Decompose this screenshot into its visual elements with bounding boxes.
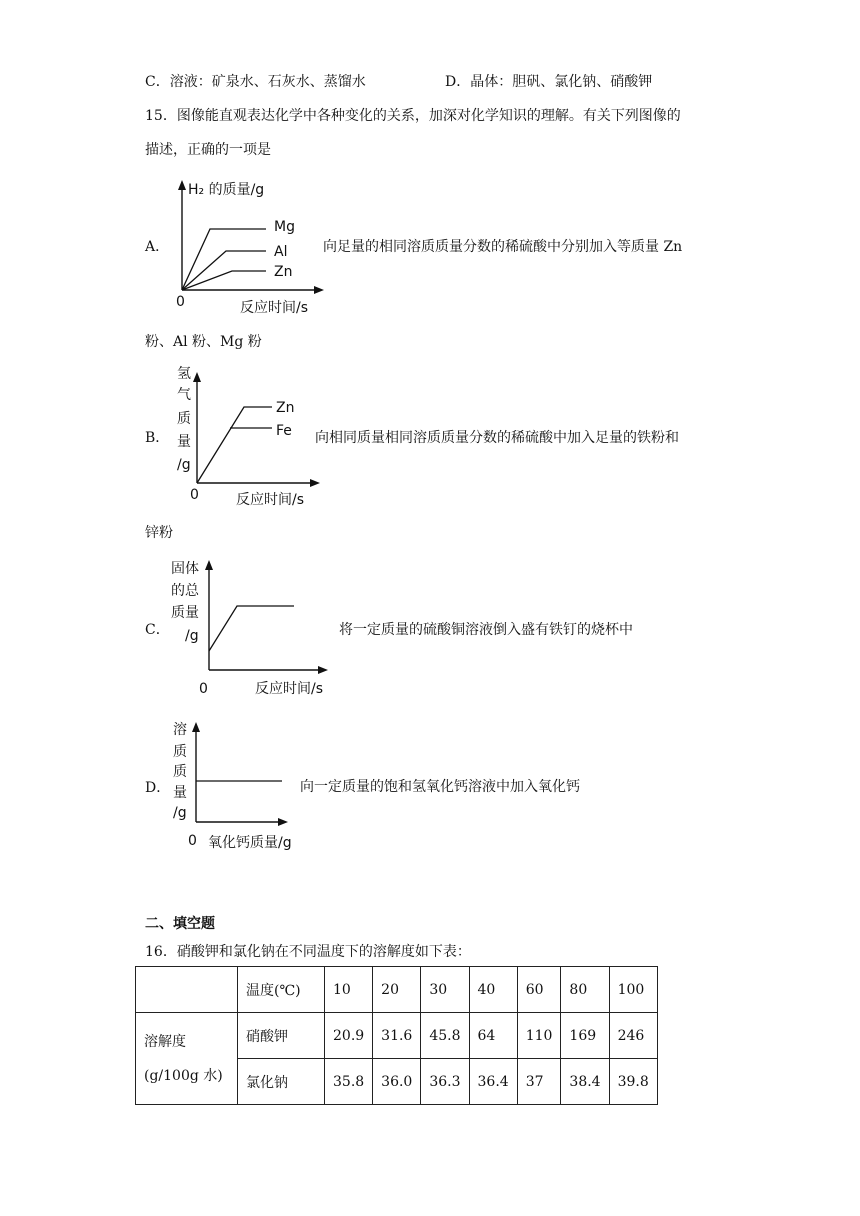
- graph-a-x-arrow: [314, 286, 324, 294]
- graph-c-ylabel-4: /g: [185, 628, 199, 644]
- curve-mg: [182, 229, 266, 290]
- table-row-group-label: 溶解度 (g/100g 水): [136, 1013, 238, 1105]
- graph-b-xlabel: 反应时间/s: [236, 492, 305, 508]
- graph-a-origin: 0: [176, 294, 185, 310]
- graph-b: [168, 362, 328, 512]
- table-cell: 36.0: [373, 1059, 421, 1105]
- table-row: [136, 1013, 658, 1059]
- graph-c: [168, 555, 338, 700]
- option-c-desc-line1: 将一定质量的硫酸铜溶液倒入盛有铁钉的烧杯中: [339, 622, 633, 638]
- table-cell: 31.6: [373, 1013, 421, 1059]
- curve-c: [209, 606, 294, 651]
- q15-stem-line1: 15．图像能直观表达化学中各种变化的关系，加深对化学知识的理解。有关下列图像的: [145, 108, 681, 124]
- table-cell: 36.3: [421, 1059, 469, 1105]
- graph-c-x-arrow: [318, 666, 328, 674]
- graph-b-ylabel-1: 氢: [177, 366, 191, 382]
- graph-a-y-arrow: [178, 180, 186, 190]
- section-title: 二、填空题: [145, 916, 215, 932]
- table-cell: 246: [609, 1013, 657, 1059]
- graph-b-ylabel-4: 量: [177, 434, 191, 450]
- series-label-fe-b: Fe: [276, 423, 292, 439]
- graph-d-y-arrow: [192, 722, 200, 732]
- graph-c-ylabel-3: 质量: [171, 605, 199, 621]
- table-corner-cell: [136, 967, 238, 1013]
- graph-d: [168, 718, 313, 858]
- table-row-name: 硝酸钾: [238, 1013, 325, 1059]
- graph-b-ylabel-3: 质: [177, 411, 191, 427]
- graph-b-origin: 0: [190, 487, 199, 503]
- option-b-letter: B．: [145, 430, 170, 446]
- graph-c-y-arrow: [205, 560, 213, 570]
- series-label-al: Al: [274, 244, 288, 260]
- graph-d-ylabel-4: 量: [173, 785, 187, 801]
- curve-zn-b: [197, 407, 272, 483]
- option-d-letter: D．: [145, 780, 171, 796]
- series-label-zn-b: Zn: [276, 400, 295, 416]
- table-cell: 39.8: [609, 1059, 657, 1105]
- option-a-letter: A．: [145, 239, 170, 255]
- graph-b-y-arrow: [193, 372, 201, 382]
- table-cell: 64: [469, 1013, 517, 1059]
- option-d-desc-line1: 向一定质量的饱和氢氧化钙溶液中加入氧化钙: [300, 779, 580, 795]
- graph-c-ylabel-2: 的总: [171, 583, 199, 599]
- table-cell: 38.4: [561, 1059, 609, 1105]
- table-cell: 35.8: [325, 1059, 373, 1105]
- graph-d-xlabel: 氧化钙质量/g: [208, 835, 292, 851]
- option-d-prev: D．晶体：胆矾、氯化钠、硝酸钾: [445, 74, 653, 90]
- graph-c-origin: 0: [199, 681, 208, 697]
- option-b-desc-line1: 向相同质量相同溶质质量分数的稀硫酸中加入足量的铁粉和: [315, 430, 679, 446]
- option-a-desc-line2: 粉、Al 粉、Mg 粉: [145, 334, 262, 350]
- table-row: [136, 967, 658, 1013]
- option-b-desc-line2: 锌粉: [145, 525, 173, 541]
- option-c-letter: C．: [145, 622, 170, 638]
- graph-a-ylabel: H₂ 的质量/g: [188, 182, 265, 198]
- graph-d-x-arrow: [278, 818, 288, 826]
- graph-b-ylabel-2: 气: [177, 387, 191, 403]
- table-cell: 100: [609, 967, 657, 1013]
- graph-d-ylabel-1: 溶: [173, 722, 187, 738]
- graph-d-ylabel-3: 质: [173, 764, 187, 780]
- graph-b-ylabel-5: /g: [177, 457, 191, 473]
- table-row-name: 氯化钠: [238, 1059, 325, 1105]
- graph-b-x-arrow: [310, 479, 320, 487]
- table-cell: 10: [325, 967, 373, 1013]
- table-cell: 110: [517, 1013, 561, 1059]
- table-cell: 169: [561, 1013, 609, 1059]
- solubility-table: [135, 966, 658, 1105]
- table-cell: 20: [373, 967, 421, 1013]
- table-cell: 60: [517, 967, 561, 1013]
- table-cell: 20.9: [325, 1013, 373, 1059]
- option-c-prev: C．溶液：矿泉水、石灰水、蒸馏水: [145, 74, 366, 90]
- graph-c-ylabel-1: 固体: [171, 561, 199, 577]
- graph-c-xlabel: 反应时间/s: [255, 681, 324, 697]
- series-label-zn: Zn: [274, 264, 293, 280]
- table-cell: 30: [421, 967, 469, 1013]
- option-a-desc-line1: 向足量的相同溶质质量分数的稀硫酸中分别加入等质量 Zn: [323, 239, 683, 255]
- table-cell: 37: [517, 1059, 561, 1105]
- graph-d-ylabel-2: 质: [173, 744, 187, 760]
- graph-d-ylabel-5: /g: [173, 805, 187, 821]
- q16-stem: 16．硝酸钾和氯化钠在不同温度下的溶解度如下表：: [145, 944, 471, 960]
- table-cell: 80: [561, 967, 609, 1013]
- curve-zn: [182, 271, 266, 290]
- table-cell: 45.8: [421, 1013, 469, 1059]
- table-cell: 40: [469, 967, 517, 1013]
- q15-stem-line2: 描述，正确的一项是: [145, 142, 271, 158]
- table-cell: 36.4: [469, 1059, 517, 1105]
- table-header-label: 温度(℃): [238, 967, 325, 1013]
- series-label-mg: Mg: [274, 219, 295, 235]
- graph-a-xlabel: 反应时间/s: [240, 300, 309, 316]
- graph-a: [168, 178, 328, 323]
- graph-d-origin: 0: [188, 833, 197, 849]
